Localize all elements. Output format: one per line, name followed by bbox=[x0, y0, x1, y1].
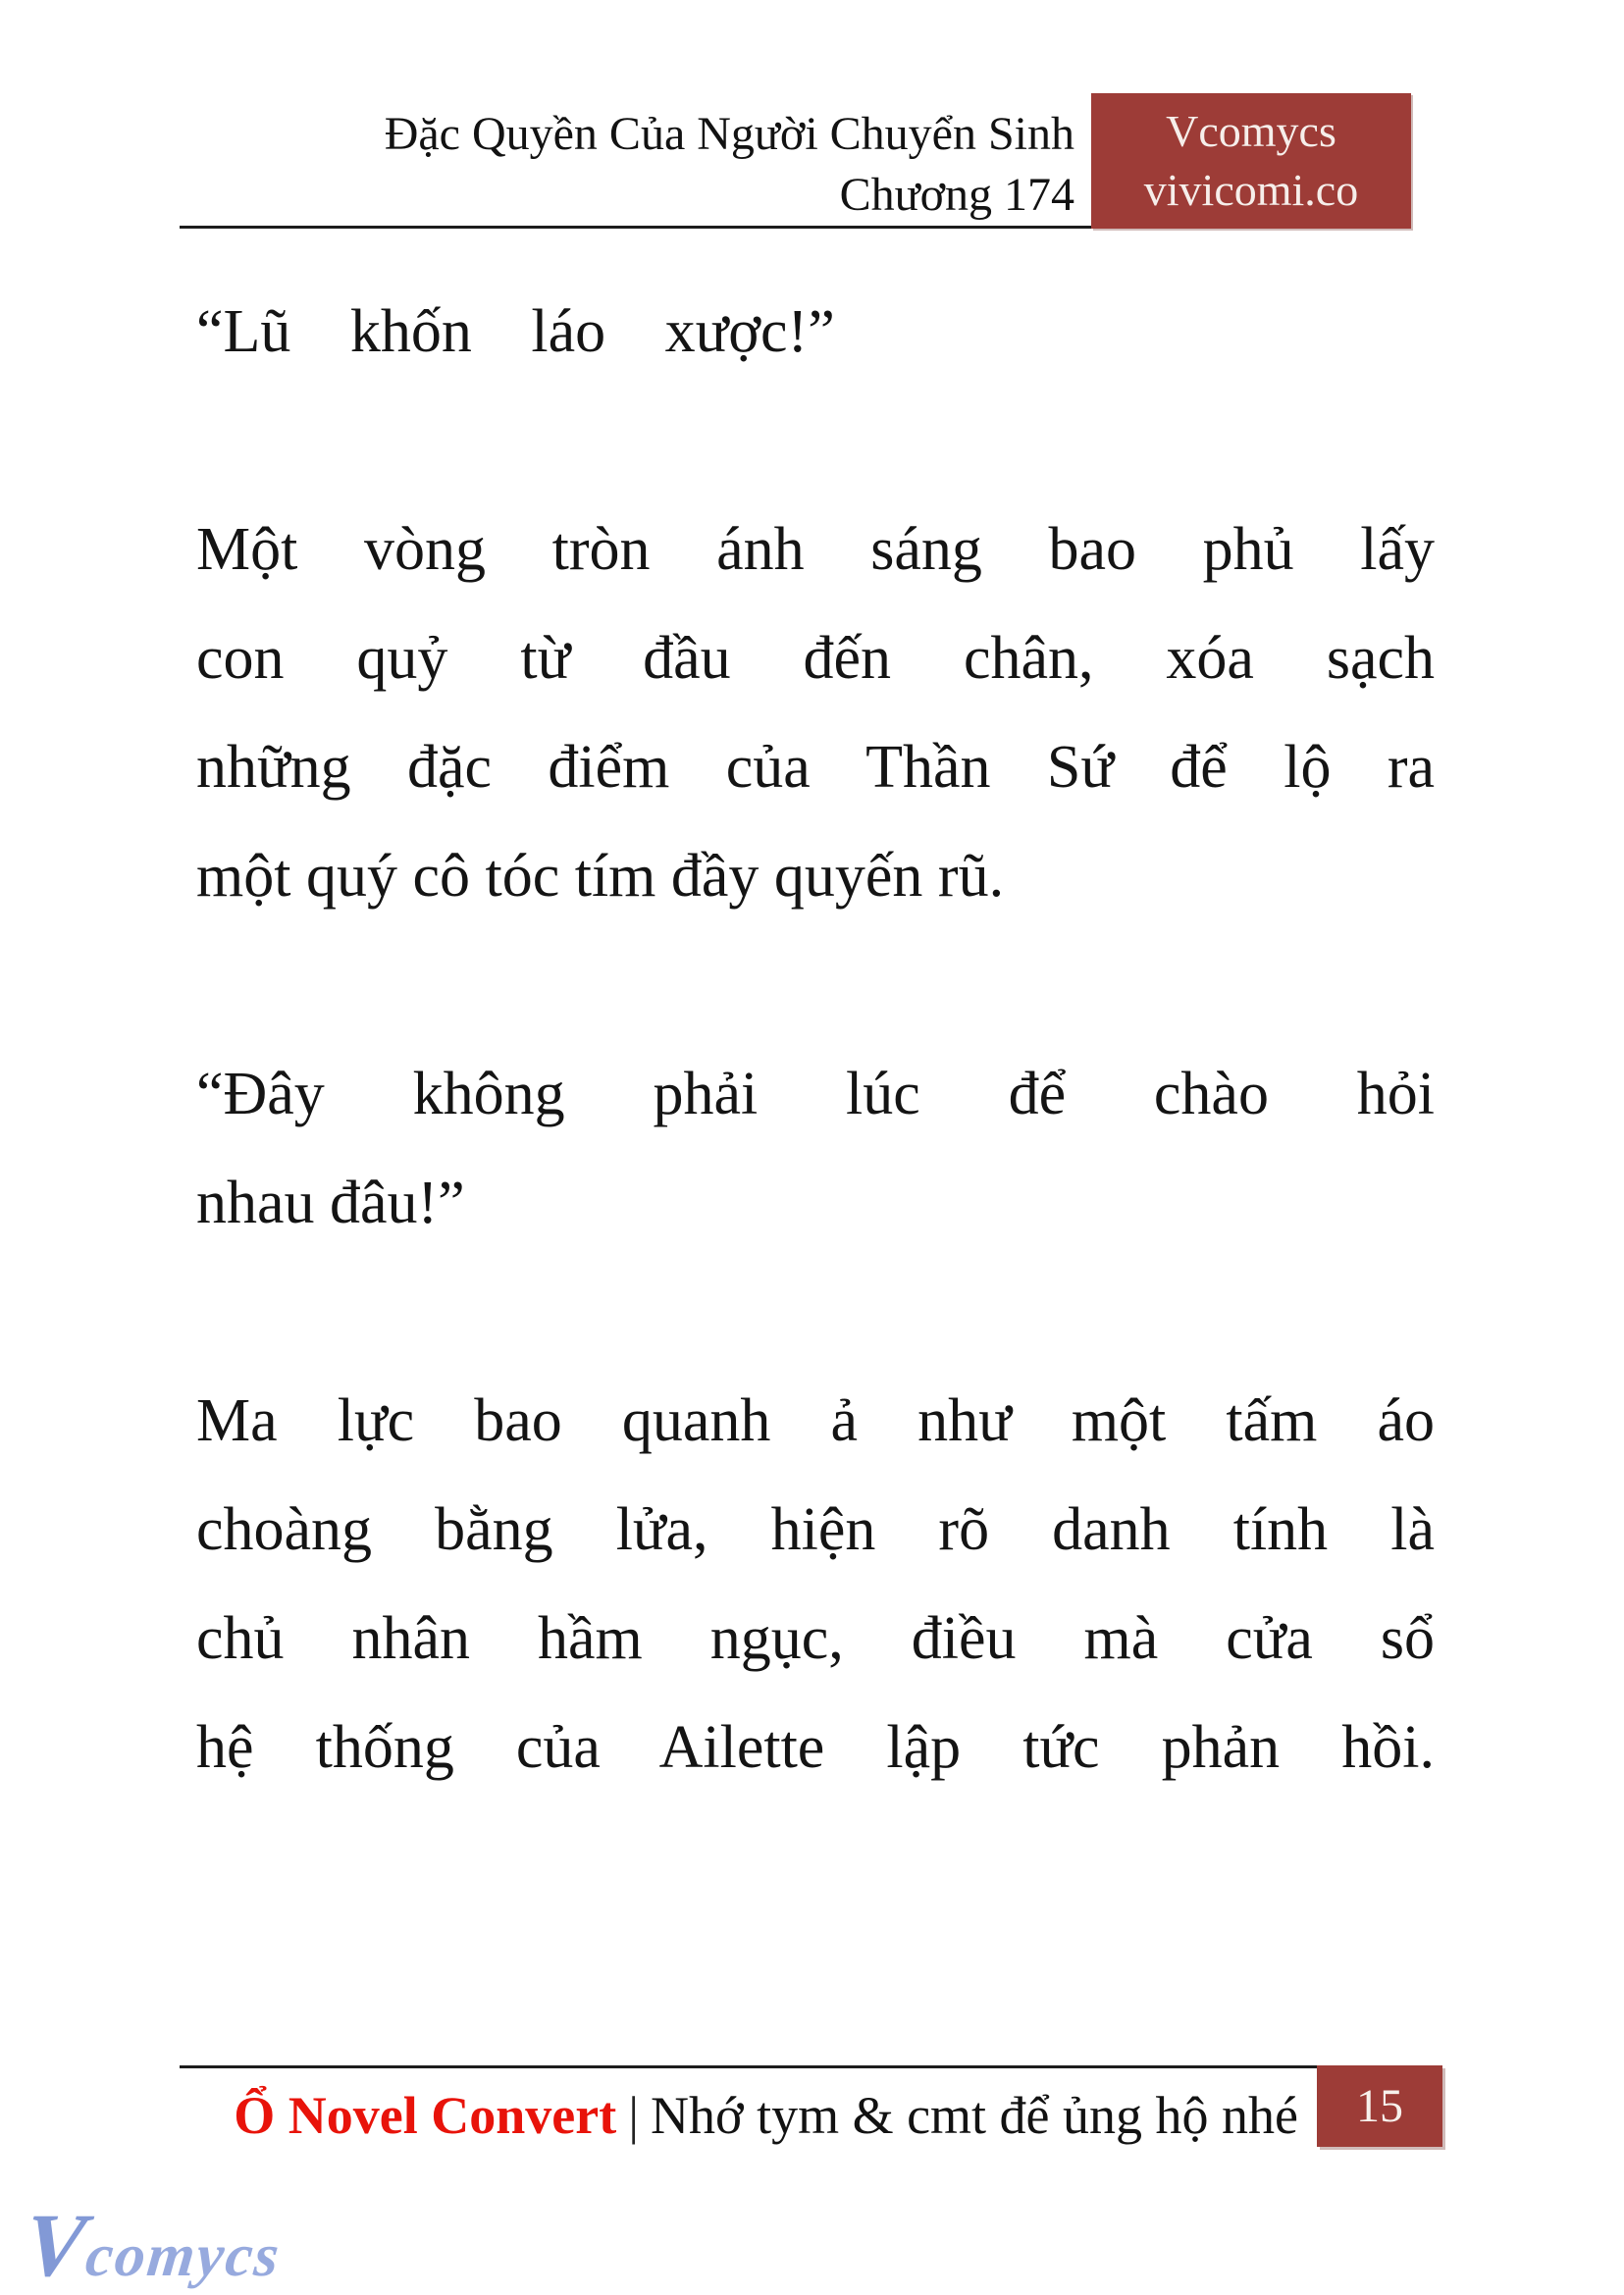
paragraph bbox=[196, 1040, 1435, 1258]
text-line: Ma lực bao quanh ả như một tấm áo bbox=[196, 1387, 1435, 1454]
text-line: hệ thống của Ailette lập tức phản hồi. bbox=[196, 1714, 1435, 1781]
paragraph bbox=[196, 1367, 1435, 1802]
text-line: chủ nhân hầm ngục, điều mà cửa sổ bbox=[196, 1605, 1435, 1672]
paragraph bbox=[196, 278, 1435, 387]
vcomycs-logo: Vcomycs bbox=[20, 2195, 285, 2295]
text-line: những đặc điểm của Thần Sứ để lộ ra bbox=[196, 734, 1435, 801]
text-line: con quỷ từ đầu đến chân, xóa sạch bbox=[196, 625, 1435, 692]
text-line: một quý cô tóc tím đầy quyến rũ. bbox=[196, 843, 1005, 910]
text-line: nhau đâu!” bbox=[196, 1170, 465, 1236]
page-footer bbox=[234, 2081, 1298, 2150]
footer-note: Nhớ tym & cmt để ủng hộ nhé bbox=[651, 2086, 1298, 2145]
chapter-label: Chương 174 bbox=[839, 169, 1074, 221]
page-header bbox=[385, 104, 1074, 226]
header-badge bbox=[1091, 93, 1411, 229]
footer-brand: Ổ Novel Convert bbox=[234, 2086, 617, 2145]
text-line: “Lũ khốn láo xược!” bbox=[196, 298, 835, 365]
page-number-box bbox=[1317, 2065, 1442, 2147]
text-line: choàng bằng lửa, hiện rõ danh tính là bbox=[196, 1496, 1435, 1563]
page-number: 15 bbox=[1356, 2080, 1403, 2132]
body-text bbox=[196, 278, 1435, 1911]
badge-site: vivicomi.co bbox=[1143, 165, 1359, 215]
footer-separator: | bbox=[628, 2086, 640, 2145]
text-line: “Đây không phải lúc để chào hỏi bbox=[196, 1061, 1435, 1127]
paragraph bbox=[196, 496, 1435, 931]
badge-brand: Vcomycs bbox=[1166, 106, 1336, 156]
series-title: Đặc Quyền Của Người Chuyển Sinh bbox=[384, 108, 1074, 160]
footer-divider bbox=[180, 2065, 1317, 2068]
text-line: Một vòng tròn ánh sáng bao phủ lấy bbox=[196, 516, 1435, 583]
